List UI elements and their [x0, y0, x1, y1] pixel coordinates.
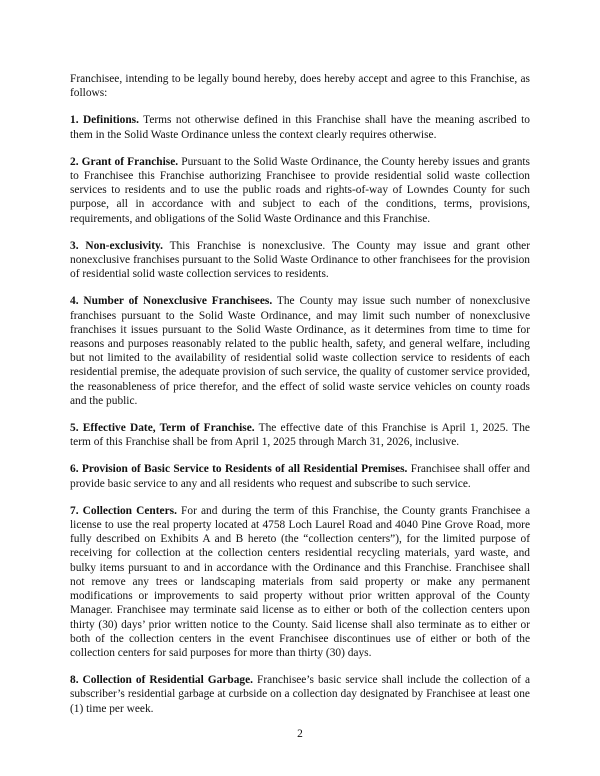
section-heading: 2. Grant of Franchise. [70, 155, 179, 168]
section-number-of-franchisees [70, 294, 530, 408]
section-basic-service [70, 462, 530, 490]
section-body: The County may issue such number of nonexclusive franchises pursuant to the Solid Waste Ordinance, and may limit such number of nonexclusive franchises it issues pursuant to the Solid Waste Ordinance, as it determines from time to time for reasons and purposes reasonably related to the public health, safety, and general welfare, including but not limited to the availability of residential solid waste collection service to residents of each residential premise, the adequate provision of such service, the quality of customer service provided, the reasonableness of price therefor, and the effect of solid waste service vehicles on county roads and the public. [70, 295, 530, 407]
section-body: Terms not otherwise defined in this Franchise shall have the meaning ascribed to them in the Solid Waste Ordinance unless the context clearly requires otherwise. [70, 114, 530, 141]
section-collection-centers [70, 504, 530, 660]
section-body: Franchisee’s basic service shall include the collection of a subscriber’s residential garbage at curbside on a collection day designated by Franchisee at least one (1) time per week. [70, 674, 530, 715]
section-heading: 1. Definitions. [70, 114, 139, 127]
section-heading: 3. Non-exclusivity. [70, 239, 163, 252]
section-grant-of-franchise [70, 155, 530, 226]
section-non-exclusivity [70, 239, 530, 282]
section-heading: 4. Number of Nonexclusive Franchisees. [70, 295, 273, 308]
section-body: For and during the term of this Franchise, the County grants Franchisee a license to use the real property located at 4758 Loch Laurel Road and 4040 Pine Grove Road, more fully described on Exhibits A and B hereto (the “collection centers”), for the limited purpose of receiving for collection at the collection centers residential recycling materials, yard waste, and bulky items pursuant to and in accordance with the Ordinance and this Franchise. Franchisee shall not remove any trees or landscaping materials from said property or make any permanent modifications or improvements to said property without prior written approval of the County Manager. Franchisee may terminate said license as to either or both of the collection centers upon thirty (30) days’ prior written notice to the County. Said license shall also terminate as to either or both of the collection centers in the event Franchisee discontinues use of either or both of the collection centers for said purposes for more than thirty (30) days. [70, 504, 531, 659]
page-number: 2 [297, 728, 303, 740]
intro-paragraph: Franchisee, intending to be legally bound hereby, does hereby accept and agree to this Franchise, as follows: [70, 73, 530, 100]
section-definitions [70, 113, 530, 141]
section-heading: 7. Collection Centers. [70, 504, 177, 517]
section-effective-date [70, 421, 530, 449]
section-body: Franchisee shall offer and provide basic service to any and all residents who request and subscribe to such service. [70, 463, 530, 490]
section-body: Pursuant to the Solid Waste Ordinance, the County hereby issues and grants to Franchisee this Franchise authorizing Franchisee to provide residential solid waste collection services to residents and to use the public roads and rights-of-way of Lowndes County for such purpose, all in accordance with and subject to each of the conditions, terms, provisions, requirements, and obligations of the Solid Waste Ordinance and this Franchise. [70, 155, 530, 225]
section-body: This Franchise is nonexclusive. The County may issue and grant other nonexclusive franchises pursuant to the Solid Waste Ordinance to other franchisees for the provision of residential solid waste collection services to residents. [70, 239, 530, 281]
section-heading: 5. Effective Date, Term of Franchise. [70, 422, 255, 435]
section-heading: 6. Provision of Basic Service to Residents of all Residential Premises. [70, 463, 408, 476]
section-residential-garbage [70, 673, 530, 716]
section-body: The effective date of this Franchise is April 1, 2025. The term of this Franchise shall be from April 1, 2025 through March 31, 2026, inclusive. [70, 422, 530, 449]
section-heading: 8. Collection of Residential Garbage. [70, 674, 254, 687]
